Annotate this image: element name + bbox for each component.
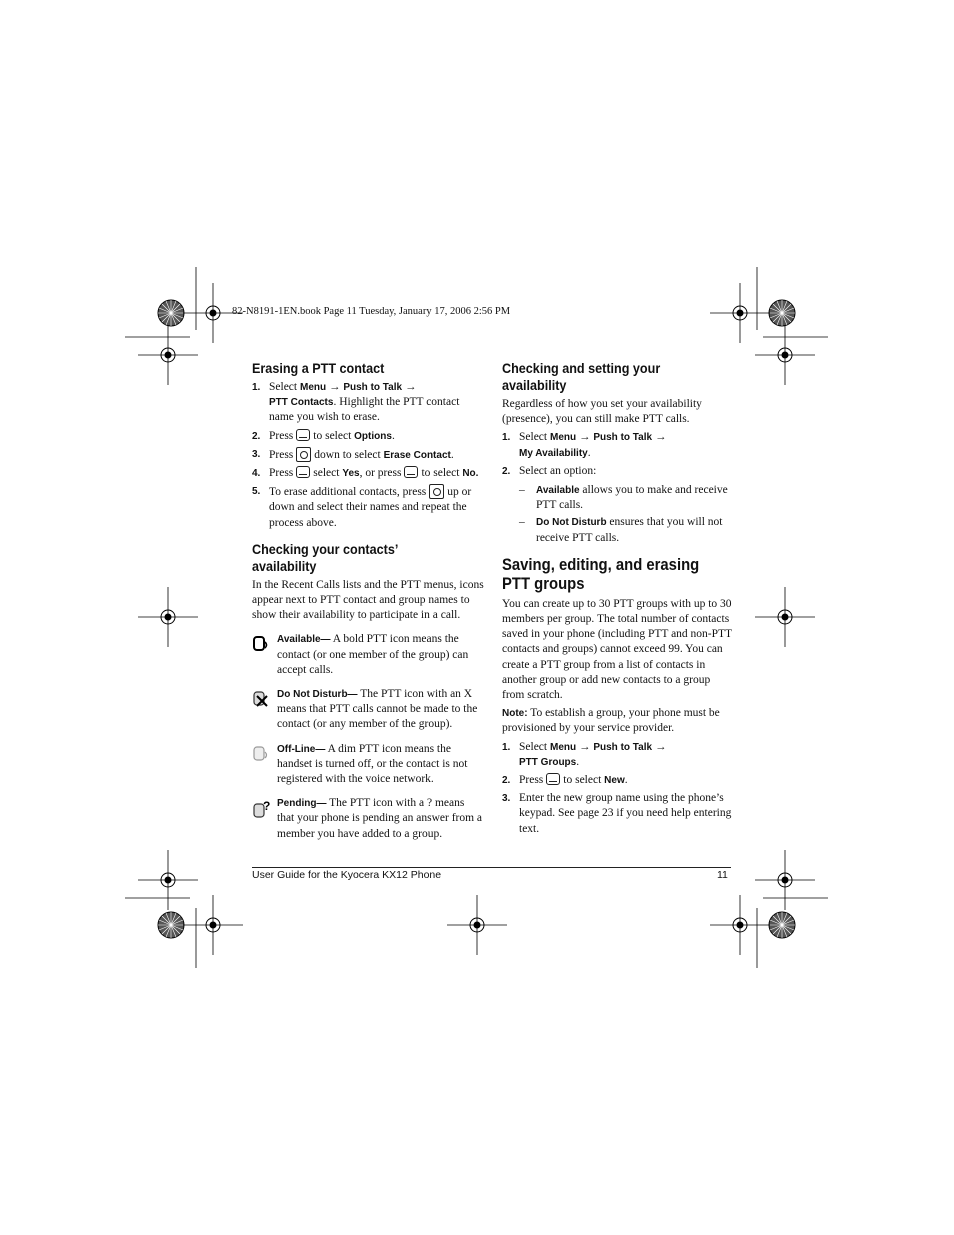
set-availability-intro: Regardless of how you set your availability (presence), you can still make PTT calls. <box>502 398 702 426</box>
ptt-offline-icon <box>253 744 271 764</box>
step-number: 2. <box>252 430 261 442</box>
step-text: down to select <box>314 448 384 461</box>
softkey-icon <box>546 773 560 785</box>
push-to-talk-label: Push to Talk <box>593 741 653 753</box>
step-text: to select <box>421 467 463 480</box>
step-text: . <box>391 429 395 442</box>
list-item <box>502 773 734 788</box>
step-text: to select <box>563 774 605 787</box>
step-text: To erase additional contacts, press <box>269 486 427 499</box>
my-availability-label: My Availability <box>519 447 588 459</box>
option-text: ensures that you will not receive PTT calls. <box>536 516 723 544</box>
step-text: . Highlight the PTT contact name you wish to erase. <box>269 396 460 424</box>
erase-contact-label: Erase Contact <box>383 449 451 461</box>
note <box>502 706 734 736</box>
new-label: New <box>604 775 625 787</box>
menu-label: Menu <box>299 382 327 393</box>
step-text: Press <box>269 448 294 461</box>
push-to-talk-label: Push to Talk <box>343 382 403 393</box>
push-to-talk-label: Push to Talk <box>593 432 653 444</box>
status-label: Off-Line— <box>277 743 326 755</box>
contacts-availability-heading: Checking your contacts’ availability <box>252 540 398 574</box>
navigation-key-icon <box>296 447 311 462</box>
softkey-icon <box>404 466 418 478</box>
arrow: → <box>402 381 417 393</box>
option-label: Available <box>536 485 580 497</box>
left-column <box>252 360 484 848</box>
list-item <box>252 484 484 531</box>
page-number: 11 <box>717 869 728 881</box>
softkey-icon <box>296 466 310 478</box>
step-number: 2. <box>502 465 511 477</box>
ptt-groups-heading: Saving, editing, and erasing PTT groups <box>502 555 700 593</box>
right-column <box>502 360 734 841</box>
option-text: allows you to make and receive PTT calls. <box>536 484 728 512</box>
step-number: 5. <box>252 486 261 498</box>
step-text: to select <box>313 429 355 442</box>
navigation-key-icon <box>429 484 444 499</box>
step-text: Press <box>519 774 544 787</box>
set-availability-heading: Checking and setting your availability <box>502 360 661 393</box>
step-number: 3. <box>252 448 261 460</box>
step-number: 3. <box>502 793 511 805</box>
step-number: 1. <box>252 382 261 393</box>
status-label: Do Not Disturb— <box>277 689 358 701</box>
step-text: Press <box>269 429 294 442</box>
step-text: up or down and select their names and repeat the process above. <box>269 486 472 529</box>
no-label: No. <box>462 468 479 480</box>
arrow: → <box>576 740 594 753</box>
ptt-groups-intro: You can create up to 30 PTT groups with up to 30 members per group. The total number of contacts saved in your phone (including PTT and non-PTT contacts and groups) cannot exceed 99. You can create a PTT group from a list of contacts in another group or add new contacts to a group from scratch. <box>502 597 732 702</box>
ptt-do-not-disturb-icon <box>253 689 271 709</box>
list-item <box>252 380 484 426</box>
status-pending <box>252 796 484 842</box>
availability-intro: In the Recent Calls lists and the PTT menus, icons appear next to PTT contact and group names to show their availability to participate in a call. <box>252 578 484 622</box>
ptt-pending-icon <box>253 798 271 818</box>
step-number: 1. <box>502 432 511 444</box>
ptt-groups-label: PTT Groups <box>519 756 577 768</box>
step-text: select <box>313 467 343 480</box>
options-label: Options <box>354 430 392 442</box>
step-text: . <box>450 448 454 461</box>
erase-ptt-contact-heading: Erasing a PTT contact <box>252 360 385 376</box>
step-text: Select <box>519 431 550 444</box>
footer-title: User Guide for the Kyocera KX12 Phone <box>252 869 442 881</box>
status-label: Pending— <box>277 798 327 810</box>
note-text: To establish a group, your phone must be provisioned by your service provider. <box>502 707 720 735</box>
list-item <box>252 429 484 444</box>
step-number: 2. <box>502 775 511 787</box>
menu-label: Menu <box>549 432 577 444</box>
ptt-contacts-label: PTT Contacts <box>269 397 334 409</box>
status-text: A bold PTT icon means the contact (or one member of the group) can accept calls. <box>277 633 469 676</box>
list-item <box>502 515 734 545</box>
svg-text:?: ? <box>263 799 271 814</box>
step-text: , or press <box>359 467 402 480</box>
list-item <box>252 466 484 481</box>
step-text: Select <box>519 740 550 753</box>
step-text: Select <box>269 381 300 393</box>
step-text: Select an option: <box>519 464 597 477</box>
ptt-available-icon <box>253 634 271 654</box>
step-text: . <box>624 774 628 787</box>
status-off-line <box>252 742 484 788</box>
list-item <box>502 483 734 513</box>
file-info-header: 82-N8191-1EN.book Page 11 Tuesday, January 17, 2006 2:56 PM <box>232 306 511 317</box>
step-number: 4. <box>252 468 261 480</box>
list-item <box>502 740 734 770</box>
group-steps <box>502 740 734 837</box>
erase-steps <box>252 380 484 531</box>
softkey-icon <box>296 429 310 441</box>
status-text: The PTT icon with a ? means that your phone is pending an answer from a member you have added to a group. <box>277 797 483 840</box>
availability-steps <box>502 430 734 479</box>
status-label: Available— <box>277 634 331 646</box>
list-item <box>252 447 484 463</box>
status-do-not-disturb <box>252 687 484 733</box>
footer-rule <box>252 867 731 868</box>
status-text: The PTT icon with an X means that PTT calls cannot be made to the contact (or any member of the group). <box>277 688 478 731</box>
list-item <box>502 791 734 837</box>
list-item <box>502 464 734 479</box>
step-number: 1. <box>502 741 511 753</box>
arrow: → <box>576 431 594 444</box>
menu-label: Menu <box>549 741 577 753</box>
arrow: → <box>326 381 344 393</box>
note-label: Note: <box>502 708 528 720</box>
step-text: Enter the new group name using the phone’s keypad. See page 23 if you need help entering text. <box>519 792 732 835</box>
step-text: . <box>587 446 591 459</box>
yes-label: Yes <box>342 468 360 480</box>
availability-options <box>502 483 734 546</box>
step-text: Press <box>269 467 294 480</box>
option-label: Do Not Disturb <box>536 517 607 529</box>
step-text: . <box>576 755 580 768</box>
arrow: → <box>652 431 667 444</box>
arrow: → <box>652 740 667 753</box>
list-item <box>502 430 734 460</box>
status-text: A dim PTT icon means the handset is turned off, or the contact is not registered with the voice network. <box>277 742 468 786</box>
status-available <box>252 632 484 678</box>
